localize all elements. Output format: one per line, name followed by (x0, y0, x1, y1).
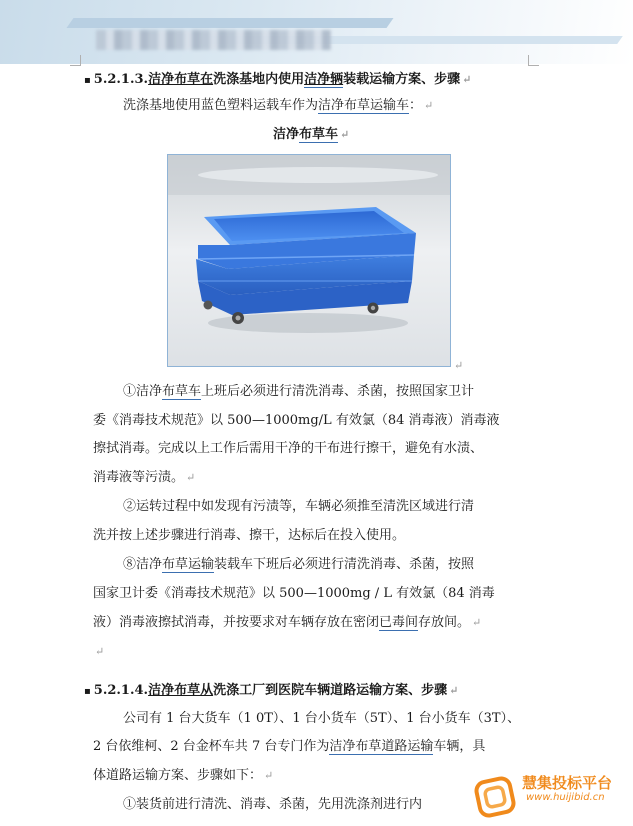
heading-text: 洗涤基地内使用 (213, 72, 305, 87)
underlined-term: 洁净布草运输车 (318, 98, 410, 113)
paragraph-text: ①洁净 (123, 384, 163, 399)
paragraph-3-line-2: 国家卫计委《消毒技术规范》以 500—1000mg / L 有效氯（84 消毒 (93, 586, 495, 601)
heading-text: 洁净布草从 (148, 683, 214, 698)
paragraph-mark: ↵ (340, 128, 350, 141)
caption-text: 洁净 (273, 127, 300, 142)
paragraph-mark: ↵ (186, 471, 196, 484)
heading-text: 洗涤工厂到医院车辆道路运输方案、步骤 (213, 683, 448, 698)
paragraph-3-line-3 (93, 614, 481, 632)
paragraph-mark: ↵ (454, 359, 464, 372)
underlined-term: 已毒间 (379, 615, 419, 630)
paragraph-text: 车辆，具 (433, 739, 486, 754)
paragraph-text: 2 台依维柯、2 台金杯车共 7 台专门作为 (93, 739, 330, 754)
watermark-name: 慧集投标平台 (522, 774, 613, 792)
paragraph-mark: ↵ (462, 73, 472, 86)
margin-corner-mark (528, 55, 539, 66)
underlined-term: 洁净布草道路运输 (329, 739, 434, 754)
paragraph-1-line-4 (93, 469, 195, 487)
bullet-mark: ▪ (84, 686, 91, 697)
paragraph-mark: ↵ (95, 645, 105, 658)
watermark-logo-icon (472, 772, 520, 820)
underlined-term: 布草车 (162, 384, 202, 399)
paragraph-mark: ↵ (449, 684, 459, 697)
paragraph-3-line-1 (123, 556, 474, 574)
section-heading-5-2-1-3 (84, 71, 471, 90)
section-number: 5.2.1.4. (93, 683, 149, 698)
underlined-term: 布草运输 (162, 557, 215, 572)
paragraph-text: 上班后必须进行清洗消毒、杀菌，按照国家卫计 (201, 384, 475, 399)
paragraph-2-line-1: ②运转过程中如发现有污渍等，车辆必须推至清洗区域进行清 (123, 499, 475, 514)
paragraph-text: 存放间。 (418, 615, 471, 630)
watermark (470, 770, 633, 826)
banner-stripe (66, 18, 393, 28)
intro-paragraph (123, 97, 433, 115)
bullet-mark: ▪ (84, 75, 91, 86)
paragraph-mark: ↵ (472, 616, 482, 629)
paragraph-mark: ↵ (264, 769, 274, 782)
image-caption (273, 126, 349, 144)
margin-corner-mark (70, 55, 81, 66)
paragraph-text: 洗涤基地使用蓝色塑料运载车作为 (123, 98, 319, 113)
paragraph-4-line-3 (93, 767, 273, 785)
heading-text: 洁净辆 (304, 72, 344, 87)
heading-text: 洁净布草在 (148, 72, 214, 87)
paragraph-text: 消毒液等污渍。 (93, 470, 185, 485)
paragraph-1-line-2: 委《消毒技术规范》以 500—1000mg/L 有效氯（84 消毒液）消毒液 (93, 413, 500, 428)
paragraph-2-line-2: 洗并按上述步骤进行消毒、擦干，达标后在投入使用。 (93, 528, 406, 543)
paragraph-1-line-3: 擦拭消毒。完成以上工作后需用干净的干布进行擦干，避免有水渍、 (93, 441, 484, 456)
section-number: 5.2.1.3. (93, 72, 149, 87)
paragraph-1-line-1 (123, 383, 474, 401)
watermark-url: www.huijibid.cn (526, 792, 605, 803)
paragraph-4-line-2 (93, 738, 485, 756)
caption-text: 布草车 (299, 127, 339, 142)
paragraph-4-line-4: ①装货前进行清洗、消毒、杀菌，先用洗涤剂进行内 (123, 797, 423, 812)
paragraph-text: ⑧洁净 (123, 557, 163, 572)
heading-text: 装载运输方案、步骤 (343, 72, 461, 87)
linen-cart-photo (167, 154, 451, 367)
paragraph-text: 体道路运输方案、步骤如下： (93, 768, 263, 783)
blue-cart-illustration (168, 155, 451, 367)
paragraph-4-line-1: 公司有 1 台大货车（1 0T）、1 台小货车（5T）、1 台小货车（3T）、 (123, 711, 521, 726)
paragraph-text: ： (409, 98, 423, 113)
blurred-header-text (96, 30, 331, 50)
paragraph-text: 装载车下班后必须进行清洗消毒、杀菌，按照 (214, 557, 475, 572)
paragraph-mark: ↵ (424, 99, 434, 112)
paragraph-text: 液）消毒液擦拭消毒，并按要求对车辆存放在密闭 (93, 615, 380, 630)
section-heading-5-2-1-4 (84, 682, 458, 701)
